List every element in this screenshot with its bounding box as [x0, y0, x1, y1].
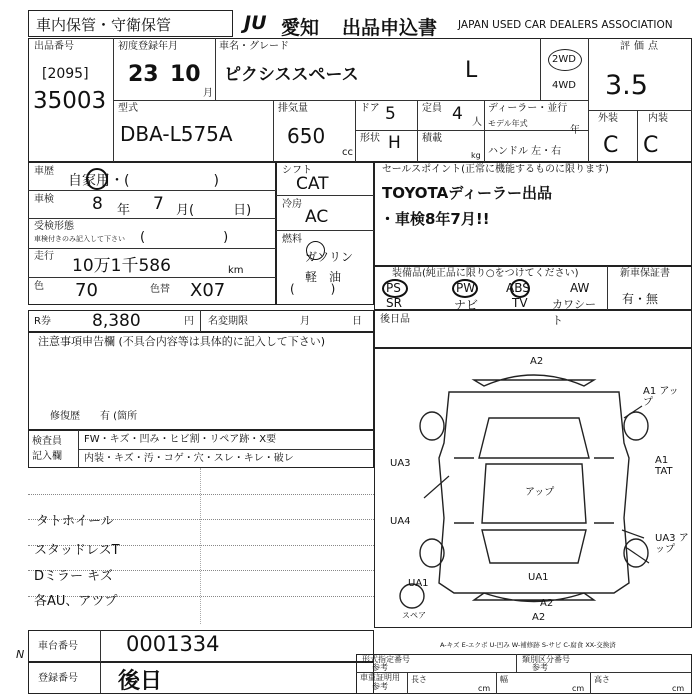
recycle-label: R券: [34, 316, 51, 327]
displacement-unit: cc: [342, 147, 353, 158]
mark-ua4: UA4: [390, 516, 411, 527]
first-reg-month-unit: 月: [203, 88, 213, 99]
dealer-label: ディーラー・並行: [488, 103, 568, 114]
doors-value: 5: [385, 104, 396, 124]
equip-aw: AW: [570, 281, 590, 295]
mileage-unit: km: [228, 265, 244, 276]
width-unit: cm: [572, 684, 585, 693]
color-label: 色: [34, 281, 44, 292]
equip-abs-circle: [510, 279, 530, 298]
registration-row: [28, 662, 374, 694]
model-value: DBA-L575A: [120, 122, 233, 146]
lot-label: 出品番号: [34, 41, 74, 52]
shift-value: CAT: [296, 174, 329, 194]
handle-label: ハンドル 左・右: [488, 146, 562, 157]
shape-label: 形状: [360, 133, 380, 144]
height-label: 高さ: [594, 675, 610, 684]
association-name: JAPAN USED CAR DEALERS ASSOCIATION: [458, 19, 673, 31]
deadline-day: 日: [352, 316, 362, 327]
mark-ua3-up: UA3 アップ: [655, 533, 689, 555]
mark-a2-side: A2: [540, 598, 554, 609]
fuel-bracket: ( ): [290, 282, 336, 296]
ju-logo: JU: [244, 12, 267, 34]
inspection-year-unit: 年: [117, 203, 131, 218]
shape-value: H: [388, 133, 401, 153]
inspection-month-unit: 月( 日): [176, 203, 252, 218]
inspection-year: 8: [92, 194, 103, 214]
deadline-month: 月: [300, 316, 310, 327]
mileage-label: 走行: [34, 251, 54, 262]
aircon-label: 冷房: [282, 199, 302, 210]
color-code: X07: [190, 280, 226, 301]
inspection-month: 7: [153, 194, 164, 214]
org-name: 愛知: [281, 17, 320, 39]
equip-sr: SR: [386, 296, 402, 310]
chassis-value: 0001334: [126, 632, 220, 656]
inspector-label2: 記入欄: [32, 451, 62, 462]
equip-ps-circle: [382, 279, 408, 298]
load-label: 積載: [422, 133, 442, 144]
drive-2wd: 2WD: [552, 54, 576, 65]
accept-sub: 車検付きのみ記入して下さい: [34, 235, 125, 243]
guarantee-value: 有・無: [622, 292, 659, 306]
rating-label: 評価点: [620, 41, 662, 52]
name-label: 車名・グレード: [219, 41, 289, 52]
capacity-label: 定員: [422, 103, 442, 114]
accept-label: 受検形態: [34, 221, 74, 232]
displacement-value: 650: [287, 124, 326, 148]
shift-label: シフト: [282, 165, 312, 176]
equip-tv: TV: [512, 296, 528, 310]
capacity-value: 4: [452, 104, 463, 124]
displacement-label: 排気量: [278, 103, 308, 114]
sales-label: セールスポイント(正常に機能するものに限ります): [382, 164, 609, 175]
sales-line1: TOYOTAディーラー出品: [382, 184, 553, 202]
accept-value: ( ): [140, 230, 229, 245]
mark-up-roof: アップ: [525, 487, 555, 498]
first-reg-label: 初度登録年月: [118, 41, 178, 52]
spare-label: スペア: [402, 611, 426, 620]
mark-a1-tat: A1 TAT: [655, 455, 673, 477]
sales-line2: ・車検8年7月!!: [380, 210, 490, 228]
equip-pw: PW: [456, 281, 476, 295]
note-3: Dミラー キズ: [34, 569, 113, 584]
car-grade: L: [465, 58, 478, 83]
recycle-unit: 円: [184, 316, 194, 327]
year-unit: 年: [570, 125, 580, 136]
equip-pw-circle: [452, 279, 478, 298]
history-circle: [86, 168, 108, 190]
fuel-label: 燃料: [282, 234, 302, 245]
equip-abs: ABS: [506, 281, 530, 295]
equipment-label: 装備品(純正品に限り○をつけてください): [392, 268, 579, 279]
doc-title: 出品申込書: [342, 17, 438, 39]
registration-value: 後日: [118, 669, 163, 694]
interior-grade: C: [643, 133, 659, 158]
remarks-label: 後日品: [380, 314, 410, 325]
mileage-value: 10万1千586: [72, 256, 171, 276]
fuel-gas-circle: [306, 241, 325, 260]
note-4: 各AU、アツプ: [34, 594, 118, 609]
fuel-diesel: 軽 油: [305, 270, 342, 284]
note-1: タトホイール: [36, 514, 114, 529]
model-year-label: モデル年式: [488, 119, 528, 128]
guarantee-label: 新車保証書: [620, 268, 670, 279]
mark-a2-front: A2: [530, 356, 544, 367]
equip-seat: カワシート: [552, 298, 596, 327]
drive-4wd: 4WD: [552, 80, 576, 91]
mark-a2-rear: A2: [532, 612, 546, 623]
load-unit: kg: [471, 151, 481, 160]
inspector-label1: 検査員: [32, 436, 62, 447]
equip-ps: PS: [386, 281, 401, 295]
class-sub: 参考: [532, 663, 548, 672]
margin-mark: N: [16, 648, 25, 661]
capacity-unit: 人: [472, 117, 482, 128]
deadline-label: 名変期限: [208, 316, 248, 327]
aircon-value: AC: [305, 207, 329, 227]
type-cert-sub: 参考: [372, 663, 388, 672]
length-label: 長さ: [411, 675, 427, 684]
length-unit: cm: [478, 684, 491, 693]
history-value: 自家用・( ): [68, 173, 219, 189]
inspector-row2: 内装・キズ・汚・コゲ・穴・スレ・キレ・破レ: [84, 453, 294, 464]
type-cert-label: 形式指定番号: [362, 655, 410, 664]
fuel-gas: ガソリン: [305, 250, 354, 264]
chassis-label: 車台番号: [38, 641, 78, 652]
title-left: 車内保管・守衛保管: [36, 16, 172, 34]
doors-label: ドア: [360, 103, 380, 114]
mark-ua3: UA3: [390, 458, 411, 469]
width-label: 幅: [500, 675, 508, 684]
interior-label: 内装: [648, 113, 668, 124]
exterior-label: 外装: [598, 113, 618, 124]
legend: A-キズ E-エクボ U-凹み W-補修跡 S-サビ C-腐食 XX-交換済: [440, 641, 616, 649]
recycle-row: [28, 310, 374, 332]
weight-cert-label: 車重証明用: [360, 673, 400, 682]
history-label: 車歴: [34, 166, 54, 177]
car-name: ピクシススペース: [224, 65, 359, 85]
class-label: 類別区分番号: [522, 655, 570, 664]
color-value: 70: [75, 280, 98, 301]
weight-cert-sub: 参考: [372, 682, 388, 691]
rating-value: 3.5: [605, 70, 648, 101]
exterior-grade: C: [603, 133, 619, 158]
lot-number: 35003: [33, 88, 107, 114]
repair-label: 修復歴 有 (箇所: [50, 411, 138, 422]
first-reg-month: 10: [170, 62, 201, 87]
registration-label: 登録番号: [38, 673, 78, 684]
notes-label: 注意事項申告欄 (不具合内容等は具体的に記入して下さい): [38, 335, 326, 348]
first-reg-year: 23: [128, 62, 159, 87]
remarks-box: [374, 310, 692, 348]
lot-sub: [2095]: [42, 66, 89, 82]
recycle-value: 8,380: [92, 311, 141, 331]
model-label: 型式: [118, 103, 138, 114]
inspection-label: 車検: [34, 194, 54, 205]
height-unit: cm: [672, 684, 685, 693]
mark-ua1-left: UA1: [408, 578, 429, 589]
mark-a1-up: A1 アップ: [643, 386, 679, 408]
inspector-row1: FW・キズ・凹み・ヒビ割・リペア跡・X要: [84, 434, 277, 445]
note-2: スタッドレスT: [34, 543, 120, 558]
mark-ua1-rear: UA1: [528, 572, 549, 583]
equip-navi: ナビ: [454, 298, 479, 312]
color-code-label: 色替: [150, 284, 170, 295]
